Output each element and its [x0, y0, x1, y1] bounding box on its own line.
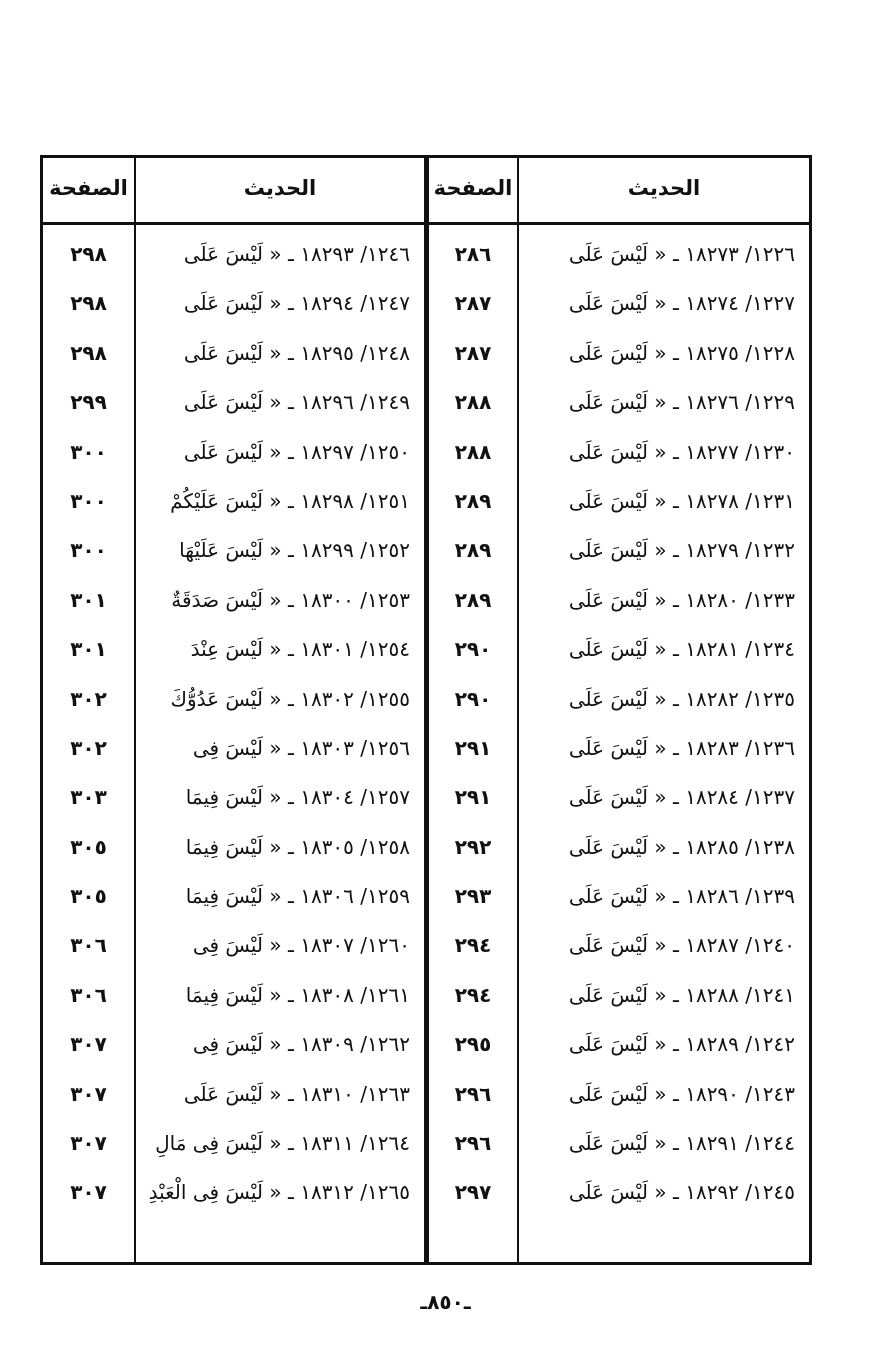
- hadith-reference: ١٢٤٤/ ١٨٢٩١ ـ «: [654, 1131, 795, 1156]
- hadith-incipit: لَيْسَ عَلَى: [183, 242, 264, 266]
- page-cell: ٢٩٦: [454, 1131, 492, 1156]
- hadith-incipit: لَيْسَ عِنْدَ: [190, 637, 264, 662]
- page-cell: ٢٩٨: [70, 242, 107, 266]
- hadith-reference: ١٢٤٧/ ١٨٢٩٤ ـ «: [269, 291, 410, 316]
- table-row: [519, 872, 809, 921]
- hadith-reference: ١٢٦٣/ ١٨٣١٠ ـ «: [269, 1081, 410, 1106]
- page-cell: ٣٠٠: [70, 488, 107, 513]
- hadith-incipit: لَيْسَ فِى الْعَبْدِ: [148, 1180, 264, 1205]
- page-cell: ٢٨٩: [454, 587, 492, 612]
- table-row: [136, 872, 424, 921]
- page-cell: ٢٩٨: [70, 291, 107, 316]
- table-row: [136, 576, 424, 625]
- table-row: [519, 279, 809, 328]
- left-hadith-rows: [136, 230, 424, 1218]
- hadith-incipit: لَيْسَ عَلَى: [568, 439, 649, 464]
- table-row: [519, 378, 809, 427]
- hadith-incipit: لَيْسَ عَدُوُّكَ: [170, 686, 264, 711]
- page-cell: ٢٩٣: [454, 884, 492, 909]
- header-hadith: الحديث: [627, 176, 701, 200]
- hadith-incipit: لَيْسَ عَلَى: [568, 1180, 649, 1205]
- left-page-column: [43, 158, 134, 1262]
- hadith-incipit: لَيْسَ عَلَى: [568, 834, 649, 859]
- table-row: [136, 675, 424, 724]
- table-row: [519, 971, 809, 1020]
- hadith-reference: ١٢٢٦/ ١٨٢٧٣ ـ «: [654, 242, 795, 266]
- header-hadith: الحديث: [243, 176, 317, 200]
- hadith-reference: ١٢٣٢/ ١٨٢٧٩ ـ «: [654, 538, 795, 563]
- page-cell: ٣٠١: [70, 637, 107, 662]
- hadith-reference: ١٢٥٥/ ١٨٣٠٢ ـ «: [269, 686, 410, 711]
- table-row: [136, 526, 424, 575]
- right-hadith-column: [519, 158, 809, 1262]
- table-row: [136, 971, 424, 1020]
- table-row: [136, 279, 424, 328]
- hadith-reference: ١٢٥١/ ١٨٢٩٨ ـ «: [269, 488, 410, 513]
- page-cell: ٣٠١: [70, 587, 107, 612]
- hadith-reference: ١٢٦٥/ ١٨٣١٢ ـ «: [269, 1180, 410, 1205]
- page-cell: ٣٠٦: [70, 982, 107, 1007]
- hadith-incipit: لَيْسَ عَلَى: [568, 242, 649, 266]
- table-row: [519, 921, 809, 970]
- hadith-incipit: لَيْسَ عَلَى: [568, 785, 649, 810]
- hadith-reference: ١٢٤٣/ ١٨٢٩٠ ـ «: [654, 1081, 795, 1106]
- hadith-incipit: لَيْسَ فِيمَا: [185, 785, 264, 810]
- page-cell: ٣٠٥: [70, 884, 107, 909]
- hadith-reference: ١٢٤٠/ ١٨٢٨٧ ـ «: [654, 933, 795, 958]
- hadith-reference: ١٢٥٠/ ١٨٢٩٧ ـ «: [269, 439, 410, 464]
- hadith-incipit: لَيْسَ عَلَيْكُمْ: [170, 488, 264, 513]
- page-cell: ٣٠٢: [70, 686, 107, 711]
- table-row: [136, 773, 424, 822]
- hadith-reference: ١٢٣٠/ ١٨٢٧٧ ـ «: [654, 439, 795, 464]
- page-cell: ٢٩٦: [454, 1081, 492, 1106]
- hadith-reference: ١٢٦٠/ ١٨٣٠٧ ـ «: [269, 933, 410, 958]
- hadith-reference: ١٢٥٣/ ١٨٣٠٠ ـ «: [269, 587, 410, 612]
- hadith-reference: ١٢٣٦/ ١٨٢٨٣ ـ «: [654, 735, 795, 760]
- hadith-reference: ١٢٣٥/ ١٨٢٨٢ ـ «: [654, 686, 795, 711]
- table-row: [136, 378, 424, 427]
- hadith-reference: ١٢٥٦/ ١٨٣٠٣ ـ «: [269, 735, 410, 760]
- page-cell: ٢٨٨: [454, 439, 492, 464]
- page-cell: ٢٨٧: [454, 340, 492, 365]
- hadith-incipit: لَيْسَ فِى: [192, 735, 264, 760]
- hadith-reference: ١٢٥٨/ ١٨٣٠٥ ـ «: [269, 834, 410, 859]
- hadith-incipit: لَيْسَ عَلَى: [568, 982, 649, 1007]
- right-hadith-rows: [519, 230, 809, 1218]
- header-page: الصفحة: [433, 176, 513, 200]
- hadith-reference: ١٢٥٢/ ١٨٢٩٩ ـ «: [269, 538, 410, 563]
- page-cell: ٢٩٠: [454, 637, 492, 662]
- hadith-incipit: لَيْسَ عَلَى: [568, 1032, 649, 1057]
- table-row: [519, 675, 809, 724]
- page-number: ـ٨٥٠ـ: [420, 1290, 471, 1314]
- page-cell: ٢٩٠: [454, 686, 492, 711]
- page-cell: ٢٨٩: [454, 538, 492, 563]
- hadith-incipit: لَيْسَ عَلَيْهَا: [179, 538, 264, 563]
- hadith-reference: ١٢٤٨/ ١٨٢٩٥ ـ «: [269, 340, 410, 365]
- page-cell: ٣٠٠: [70, 439, 107, 464]
- table-row: [519, 1168, 809, 1217]
- hadith-reference: ١٢٥٤/ ١٨٣٠١ ـ «: [269, 637, 410, 662]
- page-cell: ٣٠٣: [70, 785, 107, 810]
- page-cell: ٣٠٦: [70, 933, 107, 958]
- hadith-reference: ١٢٣٩/ ١٨٢٨٦ ـ «: [654, 884, 795, 909]
- hadith-incipit: لَيْسَ فِيمَا: [185, 884, 264, 909]
- left-hadith-column: [136, 158, 424, 1262]
- page-cell: ٢٩٩: [70, 390, 107, 415]
- table-row: [519, 329, 809, 378]
- hadith-incipit: لَيْسَ عَلَى: [568, 1081, 649, 1106]
- table-row: [136, 625, 424, 674]
- hadith-reference: ١٢٣٤/ ١٨٢٨١ ـ «: [654, 637, 795, 662]
- hadith-incipit: لَيْسَ عَلَى: [568, 933, 649, 958]
- left-page-rows: [43, 230, 134, 1218]
- hadith-incipit: لَيْسَ عَلَى: [568, 587, 649, 612]
- right-page-column: [429, 158, 517, 1262]
- page-cell: ٣٠٠: [70, 538, 107, 563]
- hadith-incipit: لَيْسَ عَلَى: [183, 291, 264, 316]
- table-row: [136, 823, 424, 872]
- hadith-incipit: لَيْسَ عَلَى: [183, 340, 264, 365]
- table-row: [136, 230, 424, 279]
- table-row: [519, 625, 809, 674]
- table-row: [136, 428, 424, 477]
- hadith-reference: ١٢٣٧/ ١٨٢٨٤ ـ «: [654, 785, 795, 810]
- table-row: [136, 921, 424, 970]
- hadith-incipit: لَيْسَ عَلَى: [183, 1081, 264, 1106]
- table-row: [519, 1119, 809, 1168]
- table-row: [519, 526, 809, 575]
- table-row: [519, 1070, 809, 1119]
- page-cell: ٣٠٧: [70, 1081, 107, 1106]
- page-cell: ٢٨٩: [454, 488, 492, 513]
- hadith-reference: ١٢٦١/ ١٨٣٠٨ ـ «: [269, 982, 410, 1007]
- header-page: الصفحة: [49, 176, 128, 200]
- hadith-incipit: لَيْسَ عَلَى: [568, 637, 649, 662]
- table-row: [136, 1119, 424, 1168]
- hadith-incipit: لَيْسَ فِى: [192, 933, 264, 958]
- hadith-reference: ١٢٣١/ ١٨٢٧٨ ـ «: [654, 488, 795, 513]
- page-cell: ٣٠٧: [70, 1131, 107, 1156]
- table-row: [136, 724, 424, 773]
- page-cell: ٣٠٧: [70, 1032, 107, 1057]
- hadith-incipit: لَيْسَ فِيمَا: [185, 834, 264, 859]
- hadith-reference: ١٢٦٤/ ١٨٣١١ ـ «: [269, 1131, 410, 1156]
- table-row: [519, 724, 809, 773]
- table-row: [136, 329, 424, 378]
- hadith-incipit: لَيْسَ عَلَى: [568, 538, 649, 563]
- hadith-incipit: لَيْسَ فِى مَالِ: [155, 1131, 264, 1156]
- page-cell: ٢٩٥: [454, 1032, 492, 1057]
- hadith-incipit: لَيْسَ فِيمَا: [185, 982, 264, 1007]
- hadith-reference: ١٢٥٩/ ١٨٣٠٦ ـ «: [269, 884, 410, 909]
- hadith-incipit: لَيْسَ عَلَى: [568, 686, 649, 711]
- page-cell: ٣٠٢: [70, 735, 107, 760]
- hadith-incipit: لَيْسَ عَلَى: [183, 390, 264, 415]
- table-row: [136, 1168, 424, 1217]
- hadith-reference: ١٢٤٢/ ١٨٢٨٩ ـ «: [654, 1032, 795, 1057]
- hadith-reference: ١٢٤٥/ ١٨٢٩٢ ـ «: [654, 1180, 795, 1205]
- hadith-incipit: لَيْسَ عَلَى: [568, 390, 649, 415]
- page-cell: ٢٨٦: [454, 242, 492, 266]
- hadith-incipit: لَيْسَ عَلَى: [568, 488, 649, 513]
- hadith-incipit: لَيْسَ صَدَقَةٌ: [171, 587, 264, 612]
- hadith-incipit: لَيْسَ عَلَى: [183, 439, 264, 464]
- right-page-rows: [429, 230, 517, 1218]
- page-cell: ٣٠٥: [70, 834, 107, 859]
- table-row: [519, 230, 809, 279]
- hadith-incipit: لَيْسَ عَلَى: [568, 1131, 649, 1156]
- page-cell: ٢٩١: [454, 735, 492, 760]
- hadith-reference: ١٢٤٦/ ١٨٢٩٣ ـ «: [269, 242, 410, 266]
- hadith-incipit: لَيْسَ عَلَى: [568, 884, 649, 909]
- page-cell: ٣٠٧: [70, 1180, 107, 1205]
- hadith-reference: ١٢٥٧/ ١٨٣٠٤ ـ «: [269, 785, 410, 810]
- hadith-reference: ١٢٦٢/ ١٨٣٠٩ ـ «: [269, 1032, 410, 1057]
- hadith-incipit: لَيْسَ عَلَى: [568, 735, 649, 760]
- hadith-reference: ١٢٢٧/ ١٨٢٧٤ ـ «: [654, 291, 795, 316]
- page-cell: ٢٩٨: [70, 340, 107, 365]
- page-cell: ٢٨٨: [454, 390, 492, 415]
- hadith-reference: ١٢٤١/ ١٨٢٨٨ ـ «: [654, 982, 795, 1007]
- table-row: [519, 823, 809, 872]
- table-row: [519, 1020, 809, 1069]
- hadith-incipit: لَيْسَ فِى: [192, 1032, 264, 1057]
- table-row: [136, 1020, 424, 1069]
- table-row: [519, 428, 809, 477]
- page-cell: ٢٩٧: [454, 1180, 492, 1205]
- page-cell: ٢٨٧: [454, 291, 492, 316]
- table-row: [136, 1070, 424, 1119]
- hadith-incipit: لَيْسَ عَلَى: [568, 291, 649, 316]
- table-row: [519, 576, 809, 625]
- hadith-incipit: لَيْسَ عَلَى: [568, 340, 649, 365]
- hadith-reference: ١٢٤٩/ ١٨٢٩٦ ـ «: [269, 390, 410, 415]
- hadith-reference: ١٢٢٩/ ١٨٢٧٦ ـ «: [654, 390, 795, 415]
- hadith-reference: ١٢٣٨/ ١٨٢٨٥ ـ «: [654, 834, 795, 859]
- page-cell: ٢٩١: [454, 785, 492, 810]
- hadith-reference: ١٢٢٨/ ١٨٢٧٥ ـ «: [654, 340, 795, 365]
- table-row: [136, 477, 424, 526]
- page-cell: ٢٩٤: [454, 982, 492, 1007]
- index-table: [40, 155, 812, 1265]
- table-row: [519, 773, 809, 822]
- page-cell: ٢٩٢: [454, 834, 492, 859]
- hadith-reference: ١٢٣٣/ ١٨٢٨٠ ـ «: [654, 587, 795, 612]
- page-cell: ٢٩٤: [454, 933, 492, 958]
- table-row: [519, 477, 809, 526]
